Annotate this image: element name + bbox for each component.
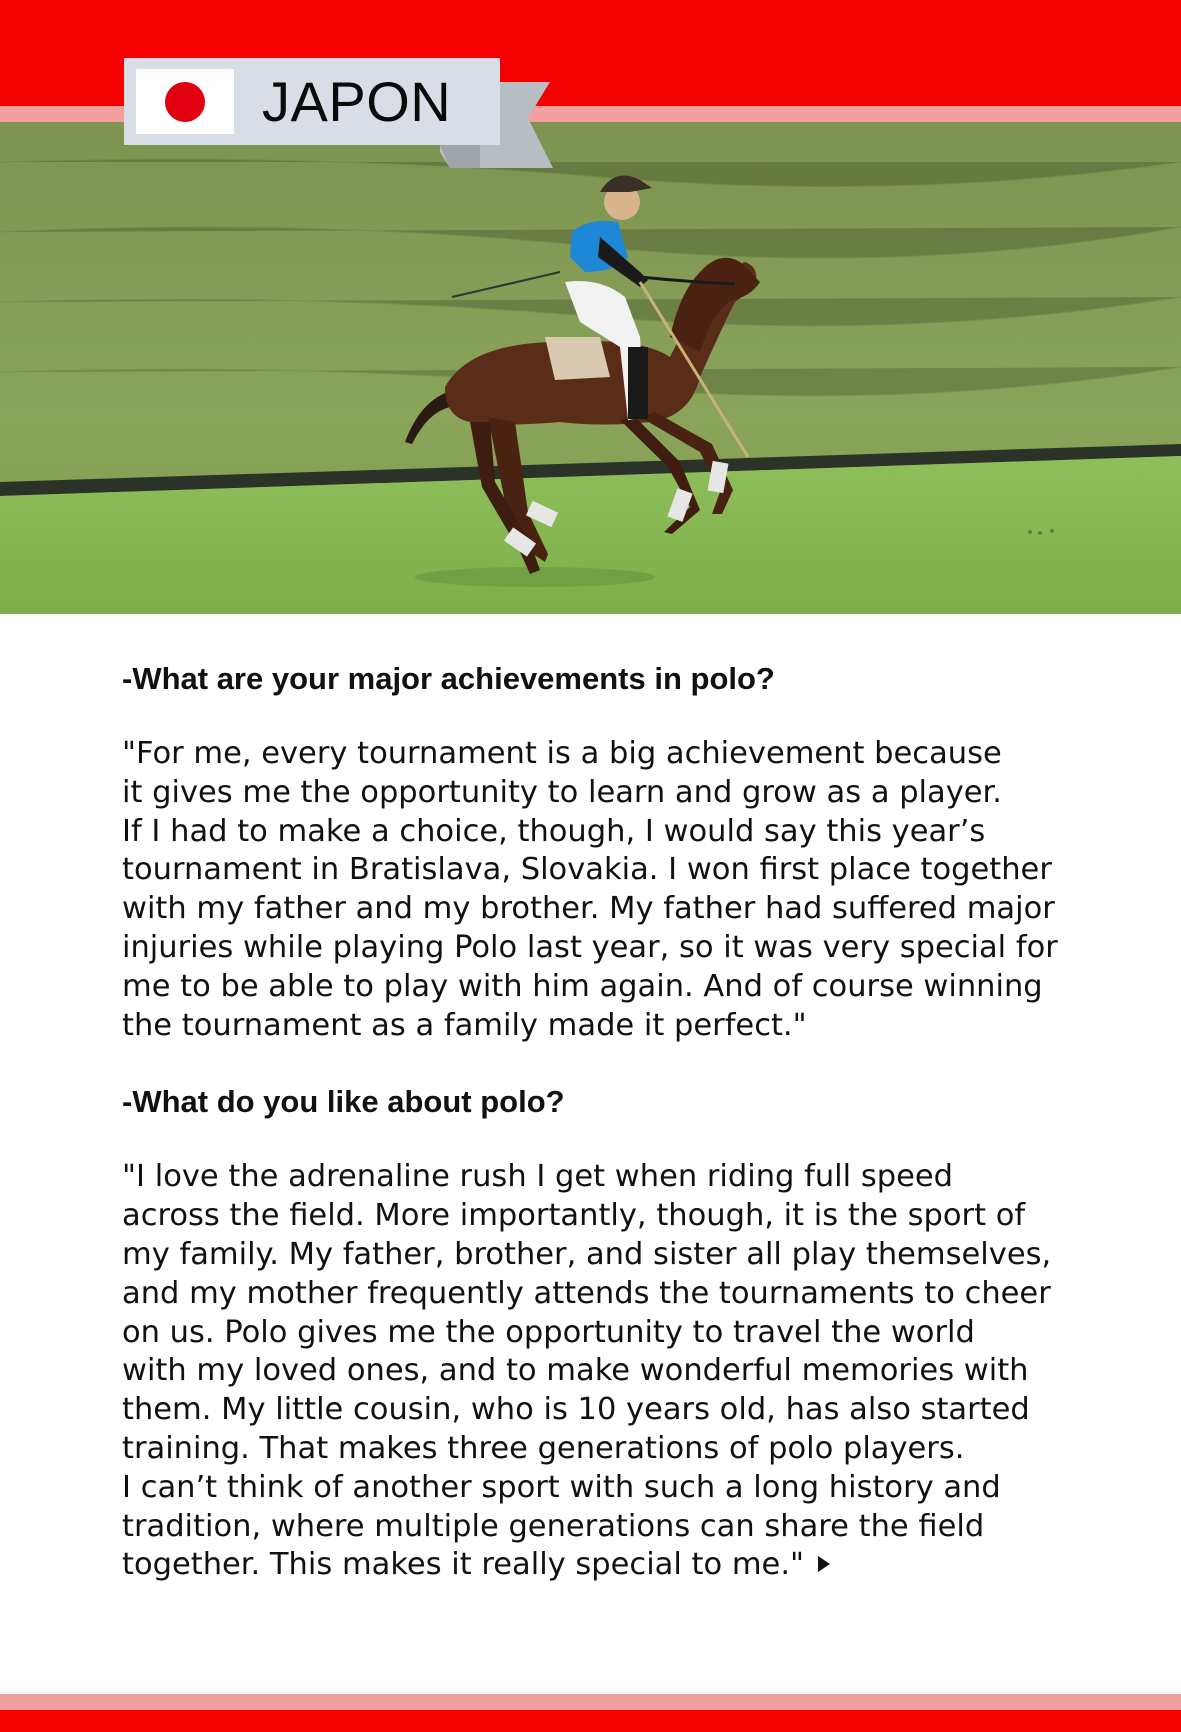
continue-arrow-icon [818, 1556, 830, 1572]
polo-horse-rider-photo [0, 122, 1181, 614]
flag-red-disc [165, 82, 205, 122]
footer-pink-stripe [0, 1694, 1181, 1710]
footer-red-band [0, 1710, 1181, 1732]
question-1: -What are your major achievements in polo? [122, 661, 775, 696]
answer-1: "For me, every tournament is a big achievement because it gives me the opportunity to learn and grow as a player. If I had to make a choice, though, I would say this year’s tournament in Bratislava, Slovakia. I won first place together with my father and my brother. My father had suffered major injuries while playing Polo last year, so it was very special for me to be able to play with him again. And of course winning the tournament as a family made it perfect." [122, 736, 1058, 1043]
answer-2 [122, 1158, 1082, 1585]
answer-2-text: "I love the adrenaline rush I get when riding full speed across the field. More importantly, though, it is the sport of my family. My father, brother, and sister all play themselves, and my mother frequently attends the tournaments to cheer on us. Polo gives me the opportunity to travel the world with my loved ones, and to make wonderful memories with them. My little cousin, who is 10 years old, has also started training. That makes three generations of polo players. I can’t think of another sport with such a long history and tradition, where multiple generations can share the field together. This makes it really special to me." [122, 1159, 1052, 1583]
japan-flag-icon [136, 69, 234, 134]
country-name: JAPON [262, 70, 452, 133]
country-banner [124, 58, 500, 145]
interview-content [122, 660, 1082, 1585]
question-2: -What do you like about polo? [122, 1084, 565, 1120]
